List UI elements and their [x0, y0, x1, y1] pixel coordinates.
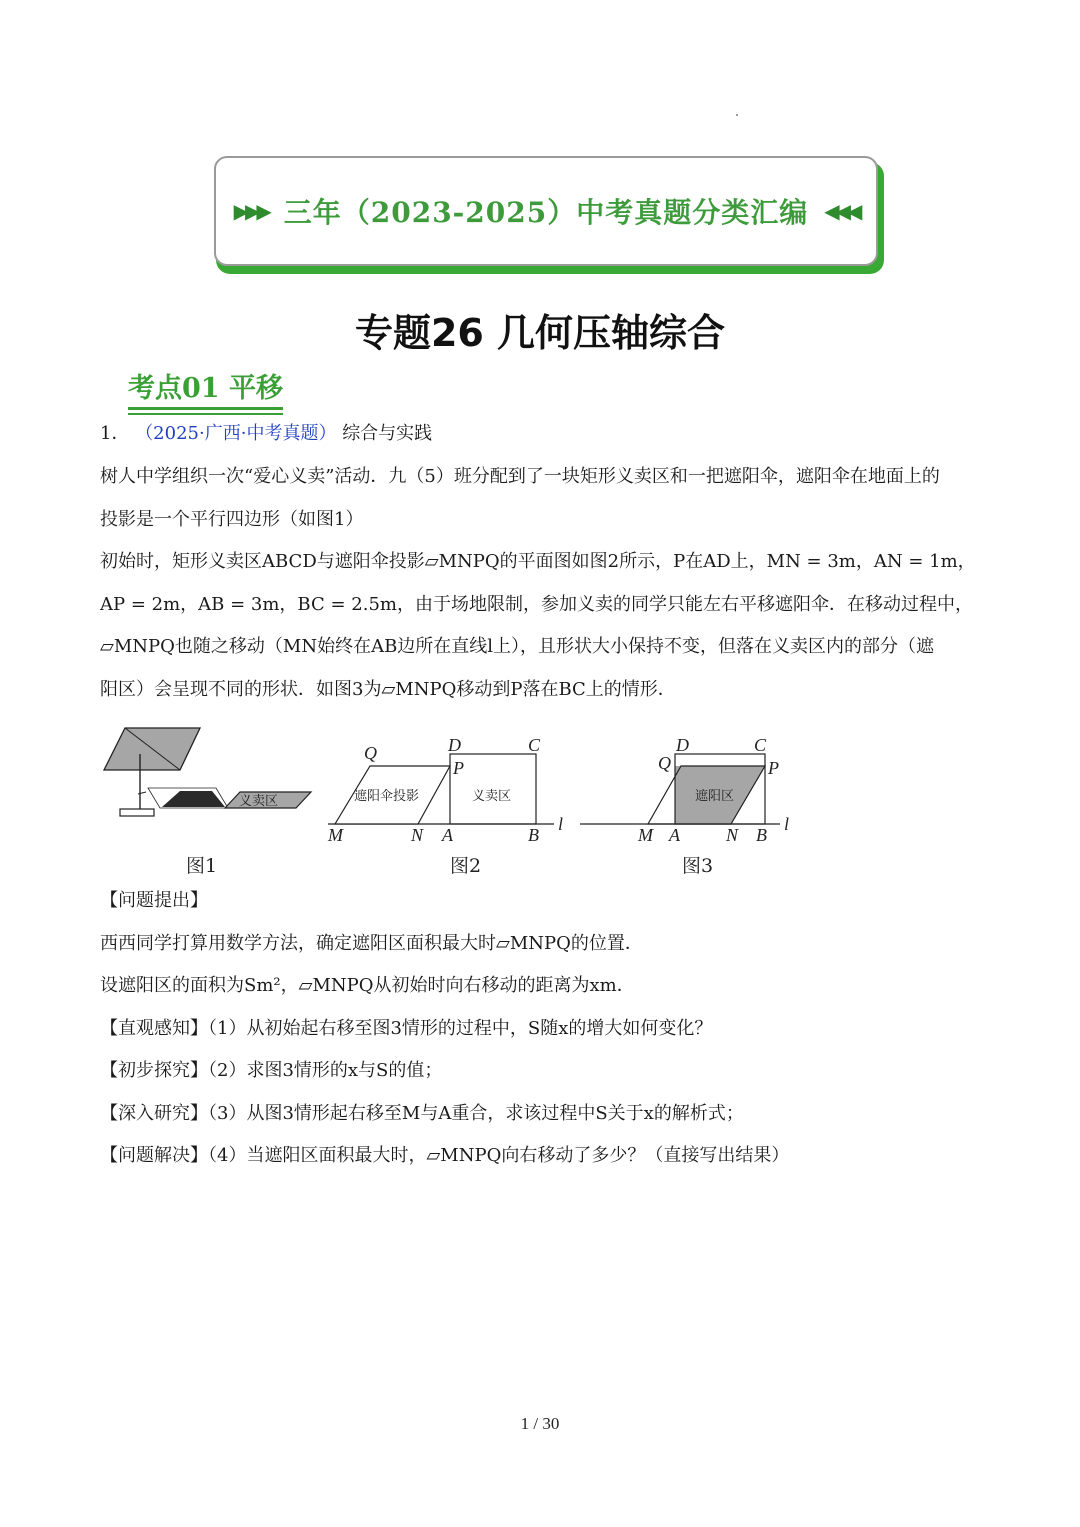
question-block: [100, 880, 985, 1178]
umbrella-base: [120, 809, 154, 816]
question-line: [100, 1135, 985, 1178]
question-tag: 【问题解决】: [100, 1145, 208, 1166]
problem-topic: 综合与实践: [342, 423, 433, 444]
question-text: 设遮阳区的面积为Sm²，▱MNPQ从初始时向右移动的距离为xm．: [100, 975, 635, 996]
figure-3-caption: 图3: [682, 855, 714, 877]
question-tag: 【问题提出】: [100, 890, 208, 911]
problem-source[interactable]: （2025·广西·中考真题）: [135, 423, 337, 444]
question-tag: 【初步探究】: [100, 1060, 208, 1081]
point-a-label: A: [669, 825, 680, 845]
point-b-label: B: [528, 825, 539, 845]
point-c-label: C: [754, 735, 767, 755]
question-line: [100, 880, 985, 923]
question-line: [100, 1093, 985, 1136]
line-l-label: l: [784, 814, 790, 834]
figure-3-moved: [576, 734, 798, 846]
question-text: 西西同学打算用数学方法，确定遮阳区面积最大时▱MNPQ的位置．: [100, 932, 643, 954]
problem-header: [100, 413, 985, 456]
problem-line: 初始时，矩形义卖区ABCD与遮阳伞投影▱MNPQ的平面图如图2所示，P在AD上，MN = 3m，AN = 1m，: [100, 551, 976, 572]
point-n-label: N: [411, 825, 424, 845]
problem-line: 树人中学组织一次“爱心义卖”活动．九（5）班分配到了一块矩形义卖区和一把遮阳伞，遮阳伞在地面上的: [100, 466, 940, 487]
point-d-label: D: [676, 735, 689, 755]
question-text: （3）从图3情形起右移至M与A重合，求该过程中S关于x的解析式；: [208, 1102, 744, 1124]
point-c-label: C: [528, 735, 541, 755]
section-heading: 考点01 平移: [128, 366, 283, 410]
point-q-label: Q: [364, 743, 377, 763]
point-m-label: M: [638, 825, 653, 845]
point-b-label: B: [756, 825, 767, 845]
figure-1-umbrella: [100, 724, 315, 824]
triple-arrow-left-icon: ◀◀◀: [824, 199, 859, 223]
banner-box: [214, 156, 878, 266]
question-tag: 【深入研究】: [100, 1102, 208, 1124]
figure-2-initial: [322, 734, 572, 846]
problem-line: AP = 2m，AB = 3m，BC = 2.5m，由于场地限制，参加义卖的同学只能左右平移遮阳伞．在移动过程中，: [100, 593, 973, 615]
point-n-label: N: [726, 825, 739, 845]
point-p-label: P: [453, 758, 464, 778]
problem-body: [100, 456, 985, 711]
point-m-label: M: [328, 825, 343, 845]
page-number: 1 / 30: [520, 1414, 560, 1433]
point-q-label: Q: [658, 753, 671, 773]
umbrella-shadow: [162, 791, 225, 807]
banner-title: 三年（2023-2025）中考真题分类汇编: [283, 196, 809, 229]
figure-1-caption: 图1: [186, 855, 218, 877]
question-line: [100, 923, 985, 966]
series-banner: [214, 156, 884, 274]
problem-line: ▱MNPQ也随之移动（MN始终在AB边所在直线l上），且形状大小保持不变，但落在义卖区内的部分（遮: [100, 636, 935, 657]
line-l-label: l: [558, 814, 564, 834]
question-text: （4）当遮阳区面积最大时，▱MNPQ向右移动了多少？（直接写出结果）: [208, 1145, 790, 1166]
page-title: 专题26 几何压轴综合: [354, 311, 726, 355]
question-text: （1）从初始起右移至图3情形的过程中，S随x的增大如何变化？: [208, 1017, 713, 1039]
point-d-label: D: [448, 735, 461, 755]
problem-line: 阳区）会呈现不同的形状．如图3为▱MNPQ移动到P落在BC上的情形．: [100, 678, 676, 700]
decorative-dot: [736, 114, 738, 116]
shade-projection-label: 遮阳伞投影: [354, 789, 420, 804]
problem-number: 1．: [100, 423, 130, 444]
point-p-label: P: [768, 758, 779, 778]
question-line: [100, 1050, 985, 1093]
triple-arrow-right-icon: ▶▶▶: [233, 199, 268, 223]
problem-line: 投影是一个平行四边形（如图1）: [100, 508, 364, 530]
shade-area-label: 遮阳区: [695, 789, 735, 804]
question-line: [100, 965, 985, 1008]
stall-label: 义卖区: [472, 789, 512, 804]
point-a-label: A: [442, 825, 453, 845]
question-tag: 【直观感知】: [100, 1017, 208, 1039]
pole-bracket: [138, 792, 146, 794]
stall-label: 义卖区: [239, 794, 279, 809]
figure-2-caption: 图2: [450, 855, 482, 877]
question-text: （2）求图3情形的x与S的值；: [208, 1060, 443, 1081]
question-line: [100, 1008, 985, 1051]
